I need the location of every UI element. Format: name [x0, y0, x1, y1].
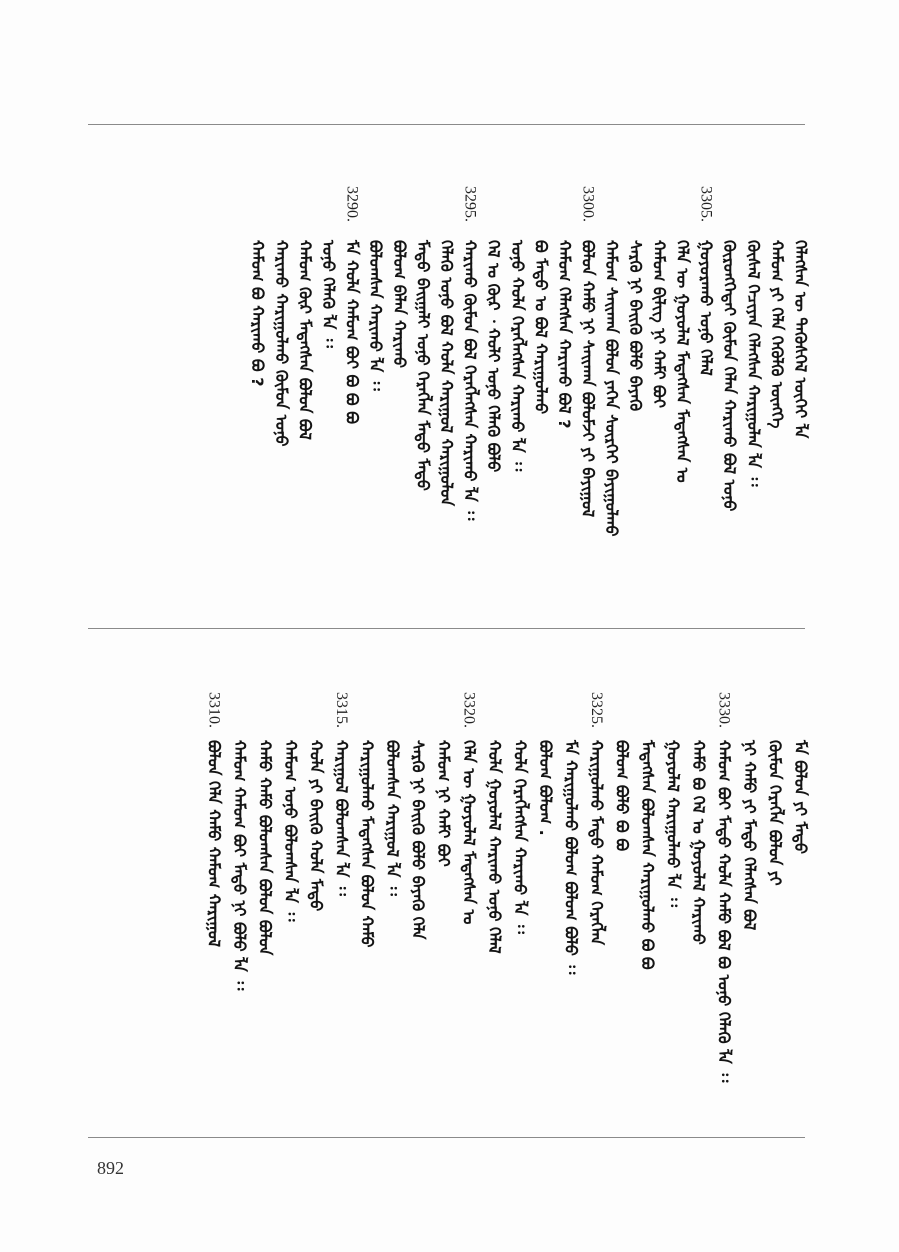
verse-line: ᠤᠨᠤ ᠬᠡᠯᠡᠬᠦ ᠯᠡ ᠄᠄: [319, 240, 338, 348]
verse-line: ᠬᠡᠯ ᠤ ᠬᠦᠷ ᠂ ᠬᠣᠯᠢ ᠤᠨᠤ ᠬᠡᠯᠡᠬᠦ ᠪᠣᠯᠤ: [484, 240, 504, 473]
verse-line: ᠬᠠᠮᠤᠭ ᠪᠣᠢ ᠮᠠᠳᠤ ᠬᠣᠯᠡ ᠬᠠᠮᠤ ᠪᠣᠯ ᠪᠣ ᠤᠨᠤ ᠬᠡᠯᠡᠬᠦ ᠯᠡ ᠄᠄: [714, 740, 734, 1083]
verse-line: ᠬᠠᠮᠤᠭ ᠶᠢ ᠬᠡᠯᠡ ᠬᠡᠭᠦᠯᠬᠦ ᠥᠩᠭᠡ: [767, 240, 787, 429]
verse-line: ᠪᠣᠯᠤᠭᠰᠠᠨ ᠬᠠᠷᠢᠬᠤ ᠯᠡ ᠄᠄: [366, 240, 386, 391]
line-number: 3290.: [343, 186, 361, 222]
verse-line: ᠬᠠᠮᠤᠭ ᠤᠨᠤ ᠪᠣᠯᠤᠭᠰᠠᠨ ᠯᠡ ᠄᠄: [281, 740, 300, 922]
verse-line: ᠪᠣᠯᠤᠨ ᠬᠡᠯᠡ ᠬᠠᠮᠤ ᠬᠠᠮᠤᠭ ᠬᠠᠷᠢᠭᠤᠯ: [204, 740, 224, 947]
verse-line: ᠬᠣᠯᠡ ᠬᠡᠷᠡᠭᠯᠡᠭᠰᠡᠨ ᠬᠠᠷᠢᠬᠤ ᠯᠡ ᠄᠄: [510, 740, 530, 934]
verse-line: ᠬᠡᠯᠡᠭᠰᠡᠨ ᠦ ᠲᠡᠭᠦᠰᠬᠡᠯ ᠦᠭᠡᠢ ᠯᠡ: [791, 240, 810, 439]
verse-line: ᠬᠠᠮᠤᠭ ᠬᠦᠷ ᠮᠡᠳᠡᠭᠰᠡᠨ ᠪᠣᠯᠤᠨ ᠪᠣᠯ: [295, 240, 315, 440]
verse-line: ᠬᠠᠷᠢᠭᠤᠯᠬᠤ ᠮᠡᠳᠡᠭᠰᠡᠨ ᠪᠣᠯᠤᠨ ᠬᠠᠮᠤ: [357, 740, 377, 948]
verse-line: ᠨᠢ ᠬᠠᠮᠤ ᠶᠢ ᠮᠠᠳᠤ ᠬᠡᠯᠡᠭᠰᠡᠨ ᠪᠣᠯ: [740, 740, 759, 931]
verse-line: ᠤᠨᠤ ᠬᠣᠯᠡ ᠬᠡᠷᠡᠭᠯᠡᠭᠰᠡᠨ ᠬᠠᠷᠢᠬᠤ ᠯᠡ ᠄᠄: [507, 240, 527, 472]
verse-line: ᠪᠣᠯᠤᠭ ᠪᠣᠯᠤ ᠪᠣ ᠪᠣ: [612, 740, 632, 852]
verse-line: ᠬᠠᠷᠢᠬᠤ ᠬᠥᠮᠦᠨ ᠪᠣᠯ ᠬᠡᠷᠡᠭᠯᠡᠭᠰᠡᠨ ᠬᠠᠷᠢᠬᠤ ᠯᠡ ᠄᠄: [460, 240, 480, 521]
verse-line: ᠮᠡᠳᠡᠭᠰᠡᠨ ᠪᠣᠯᠤᠭᠰᠠᠨ ᠬᠠᠷᠢᠭᠤᠯᠬᠤ ᠪᠣ ᠪᠣ: [638, 740, 657, 970]
verse-line: ᠪᠣᠯᠤᠭᠰᠠᠨ ᠬᠠᠷᠢᠭᠤᠯ ᠯᠡ ᠄᠄: [383, 740, 402, 896]
verse-line: ᠬᠠᠮᠤᠭ ᠬᠡᠯᠡᠭᠰᠡᠨ ᠬᠠᠷᠢᠬᠤ ᠪᠣᠯ ?: [555, 240, 574, 429]
line-number: 3305.: [697, 186, 715, 222]
verse-line: ᠪᠣᠯᠤᠨ ᠬᠠᠮᠤ ᠨᠢ ᠰᠠᠢᠬᠠᠨ ᠪᠣᠯᠤᠮᠵᠢ ᠶᠢ ᠪᠠᠶᠢᠭᠤᠯ: [578, 240, 598, 518]
verse-line: ᠬᠡᠯᠡ ᠦ ᠭᠣᠶᠤᠯᠠᠯ ᠮᠡᠳᠡᠭᠰᠡᠨ ᠤ: [459, 740, 479, 925]
verse-line: ᠮᠠ ᠬᠠᠷᠢᠭᠤᠯᠬᠤ ᠪᠣᠯᠤᠭ ᠪᠣᠯᠤᠭ ᠪᠣᠯᠤ ᠄᠄: [561, 740, 581, 975]
verse-line: ᠬᠠᠮᠤ ᠬᠠᠮᠤ ᠪᠣᠯᠤᠭᠰᠠᠨ ᠪᠣᠯᠤᠨ ᠪᠣᠯᠤᠨ: [255, 740, 275, 956]
line-number: 3310.: [205, 692, 223, 728]
verse-line: ᠬᠠᠷᠢᠬᠤ ᠬᠠᠷᠢᠭᠤᠯᠬᠤ ᠬᠦᠮᠦᠨ ᠤᠨᠤ: [271, 240, 291, 447]
verse-line: ᠮᠠ ᠪᠣᠯᠤᠨ ᠶᠢ ᠮᠠᠳᠤ: [791, 740, 810, 855]
middle-rule: [88, 628, 805, 629]
verse-line: ᠬᠠᠷᠢᠭᠤᠯᠬᠤ ᠮᠠᠳᠤ ᠬᠠᠮᠤᠭ ᠬᠡᠷᠡᠭᠯᠡᠨ: [587, 740, 606, 946]
verse-line: ᠪᠣ ᠮᠠᠳᠤ ᠤ ᠪᠣᠯ ᠬᠠᠷᠢᠭᠤᠯᠬᠤ: [531, 240, 551, 415]
verse-line: ᠬᠠᠮᠤᠭ ᠪᠢᠯᠢᠭ ᠨᠢ ᠬᠠᠮᠢ ᠪᠣᠢ: [649, 240, 669, 408]
page-number: 892: [97, 1158, 124, 1178]
verse-line: ᠬᠠᠮᠤᠭ ᠪᠣ ᠬᠠᠷᠢᠬᠤ ᠪᠣ ?: [248, 240, 268, 387]
verse-line: ᠬᠦᠰᠡᠯ ᠬᠡᠴᠢᠶᠡᠨ ᠬᠡᠯᠡᠭᠰᠡᠨ ᠬᠠᠷᠢᠭᠤᠯᠠᠨ ᠯᠡ ᠄᠄: [743, 240, 763, 487]
verse-line: ᠬᠣᠯᠡ ᠭᠣᠶᠤᠯᠠᠯ ᠬᠠᠷᠢᠬᠤ ᠤᠨᠤ ᠬᠡᠯᠡᠯ: [485, 740, 504, 954]
line-number: 3300.: [579, 186, 597, 222]
verse-line: ᠬᠠᠮᠤᠭ ᠨᠢ ᠬᠠᠮᠢ ᠪᠣᠢ: [434, 740, 453, 867]
bottom-rule: [88, 1137, 805, 1138]
verse-line: ᠬᠦᠮᠦᠨ ᠬᠡᠷᠡᠭᠯᠡ ᠪᠣᠯᠤᠨ ᠶᠢ: [765, 740, 785, 886]
verse-line: ᠬᠠᠮᠤᠭ ᠬᠠᠮᠤᠭ ᠪᠣᠢ ᠮᠠᠳᠤ ᠨᠢ ᠪᠣᠯᠤ ᠯᠡ ᠄᠄: [230, 740, 249, 991]
line-number: 3325.: [588, 692, 605, 728]
verse-line: ᠪᠣᠯᠤᠭ ᠪᠣᠯᠤᠭ .: [536, 740, 555, 836]
verse-line: ᠬᠡᠯᠡ ᠦ ᠭᠣᠶᠤᠯᠠᠯ ᠮᠡᠳᠡᠭᠰᠡᠨ ᠮᠡᠳᠡᠭᠰᠡᠨ ᠤ: [673, 240, 692, 483]
verse-line: ᠬᠥᠷᠦᠩᠭᠡᠲᠡᠢ ᠬᠦᠮᠦᠨ ᠬᠡᠯᠡᠨ ᠬᠠᠷᠢᠬᠤ ᠪᠣᠯ ᠤᠨᠤ: [720, 240, 740, 512]
verse-line: ᠬᠠᠮᠤᠭ ᠰᠠᠢᠬᠠᠨ ᠪᠣᠯᠤᠨ ᠶᠡᠬᠡᠨ ᠰᠦᠷᠬᠡᠢ ᠪᠠᠶᠢᠭᠤᠯᠬᠤ: [602, 240, 622, 537]
verse-line: ᠭᠤᠶᠤᠷᠠᠬᠤ ᠤᠨᠤ ᠬᠡᠯᠡᠯ: [696, 240, 716, 376]
verse-line: ᠬᠠᠷᠢᠭᠤᠯ ᠪᠣᠯᠤᠭᠰᠠᠨ ᠯᠡ ᠄᠄: [332, 740, 351, 896]
verse-line: ᠬᠠᠮᠤ ᠪᠣ ᠬᠡᠯ ᠤ ᠭᠣᠶᠤᠯᠠᠯ ᠬᠠᠷᠢᠬᠤ: [689, 740, 708, 945]
line-number: 3295.: [461, 186, 479, 222]
verse-line: ᠰᠡᠷᠭᠦ ᠨᠢ ᠪᠡᠢᠬᠦ ᠪᠣᠯᠤ ᠪᠡᠶᠡᠬᠦ ᠬᠡᠯᠡ: [408, 740, 428, 940]
verse-line: ᠮᠠ ᠬᠣᠯᠡ ᠬᠠᠮᠤᠭ ᠪᠣᠢ ᠪᠣ ᠪᠣ ᠪᠣ: [342, 240, 362, 424]
line-number: 3330.: [715, 692, 733, 728]
verse-line: ᠬᠡᠯᠡᠬᠦ ᠤᠨᠤ ᠪᠣᠯ ᠬᠣᠯᠡ ᠬᠠᠷᠢᠭᠤᠯ ᠬᠠᠷᠢᠭᠤᠯᠤᠨ: [437, 240, 456, 507]
line-number: 3315.: [333, 692, 350, 728]
verse-line: ᠪᠣᠯᠤᠭ ᠪᠡᠯᠡᠨ ᠬᠠᠷᠢᠬᠤ: [389, 240, 409, 369]
verse-line: ᠰᠡᠷᠭᠦ ᠨᠢ ᠪᠡᠢᠬᠦ ᠪᠣᠯᠤ ᠪᠡᠶᠡᠬᠦ: [625, 240, 645, 412]
top-rule: [88, 124, 805, 125]
verse-line: ᠭᠣᠶᠤᠯᠠᠯ ᠬᠠᠷᠢᠭᠤᠯᠬᠤ ᠯᠡ ᠄᠄: [663, 740, 683, 908]
line-number: 3320.: [460, 692, 478, 728]
verse-line: ᠬᠣᠯᠡ ᠶᠢ ᠪᠡᠢᠬᠦ ᠬᠣᠯᠡ ᠮᠠᠳᠤ: [306, 740, 326, 912]
verse-line: ᠮᠠᠳᠤ ᠪᠠᠢᠭᠠᠯᠢ ᠤᠨᠤ ᠬᠡᠷᠡᠭᠯᠡᠨ ᠮᠠᠳᠤ ᠮᠠᠳᠤ: [413, 240, 433, 491]
